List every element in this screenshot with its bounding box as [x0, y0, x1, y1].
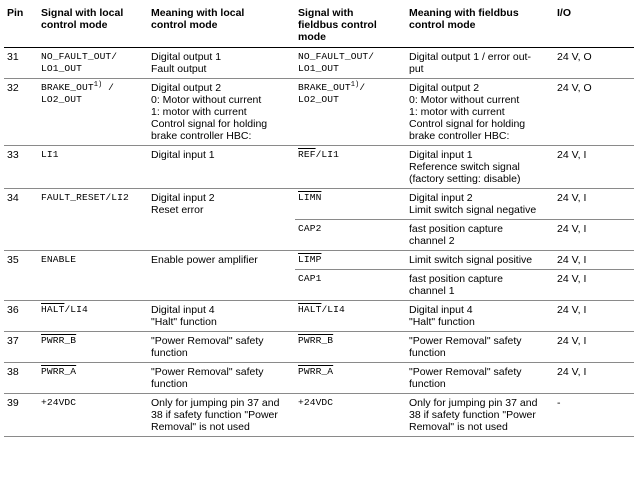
header-io: I/O: [554, 4, 634, 48]
signal-text-overlined: PWRR_A: [41, 366, 77, 377]
pin-cell: 35: [4, 251, 38, 301]
header-local-signal: Signal with local control mode: [38, 4, 148, 48]
local-meaning-cell: Digital input 1: [148, 146, 295, 189]
local-meaning-cell: Enable power amplifier: [148, 251, 295, 301]
pin-cell: 36: [4, 301, 38, 332]
signal-text-overlined: PWRR_A: [298, 366, 334, 377]
signal-text: BRAKE_OUT: [41, 82, 94, 93]
fieldbus-meaning-cell: fast position capture channel 2: [406, 220, 554, 251]
fieldbus-signal-cell: [295, 146, 406, 189]
pin-cell: 33: [4, 146, 38, 189]
local-meaning-cell: "Power Removal" safety function: [148, 363, 295, 394]
local-meaning-cell: Digital output 2 0: Motor without current 1: motor with current Control signal for holding brake controller HBC:: [148, 79, 295, 146]
local-signal-cell: [38, 332, 148, 363]
table-row: [4, 332, 634, 363]
fieldbus-meaning-cell: Digital output 1 / error out- put: [406, 48, 554, 79]
fieldbus-meaning-cell: "Power Removal" safety function: [406, 363, 554, 394]
table-row: [4, 48, 634, 79]
local-signal-cell: NO_FAULT_OUT/ LO1_OUT: [38, 48, 148, 79]
signal-text: /LI4: [64, 304, 88, 315]
local-signal-cell: [38, 301, 148, 332]
io-cell: 24 V, I: [554, 189, 634, 220]
footnote-mark: 1): [93, 80, 103, 89]
fieldbus-signal-cell: [295, 189, 406, 220]
local-signal-cell: [38, 79, 148, 146]
fieldbus-meaning-cell: Digital input 4 "Halt" function: [406, 301, 554, 332]
signal-text: / LO2_OUT: [41, 82, 115, 105]
pin-cell: 34: [4, 189, 38, 251]
local-meaning-cell: Digital output 1 Fault output: [148, 48, 295, 79]
table-row: [4, 251, 634, 270]
io-cell: 24 V, O: [554, 48, 634, 79]
io-cell: 24 V, O: [554, 79, 634, 146]
footnote-mark: 1): [350, 80, 360, 89]
fieldbus-signal-cell: [295, 332, 406, 363]
fieldbus-meaning-cell: Digital output 2 0: Motor without current 1: motor with current Control signal for holding brake controller HBC:: [406, 79, 554, 146]
header-fieldbus-meaning: Meaning with fieldbus control mode: [406, 4, 554, 48]
fieldbus-signal-cell: [295, 363, 406, 394]
signal-text: BRAKE_OUT: [298, 82, 351, 93]
pin-cell: 39: [4, 394, 38, 437]
table-row: [4, 146, 634, 189]
local-meaning-cell: Only for jumping pin 37 and 38 if safety function "Power Removal" is not used: [148, 394, 295, 437]
io-cell: 24 V, I: [554, 301, 634, 332]
io-cell: -: [554, 394, 634, 437]
fieldbus-signal-cell: [295, 251, 406, 270]
header-fieldbus-signal: Signal with fieldbus control mode: [295, 4, 406, 48]
table-header-row: [4, 4, 634, 48]
fieldbus-meaning-cell: Digital input 1 Reference switch signal (factory setting: disable): [406, 146, 554, 189]
table-row: [4, 301, 634, 332]
fieldbus-signal-cell: CAP2: [295, 220, 406, 251]
header-pin: Pin: [4, 4, 38, 48]
table-row: [4, 79, 634, 146]
local-meaning-cell: Digital input 4 "Halt" function: [148, 301, 295, 332]
local-signal-cell: FAULT_RESET/LI2: [38, 189, 148, 251]
signal-pin-table: [4, 4, 634, 437]
signal-text-overlined: HALT: [41, 304, 65, 315]
signal-text-overlined: $\overline{REF}$: [298, 149, 316, 160]
signal-text-overlined: LIMN: [298, 192, 322, 203]
local-signal-cell: LI1: [38, 146, 148, 189]
io-cell: 24 V, I: [554, 332, 634, 363]
local-meaning-cell: Digital input 2 Reset error: [148, 189, 295, 251]
fieldbus-meaning-cell: Digital input 2 Limit switch signal negative: [406, 189, 554, 220]
pin-cell: 38: [4, 363, 38, 394]
local-signal-cell: ENABLE: [38, 251, 148, 301]
pin-cell: 31: [4, 48, 38, 79]
header-local-meaning: Meaning with local control mode: [148, 4, 295, 48]
fieldbus-meaning-cell: "Power Removal" safety function: [406, 332, 554, 363]
fieldbus-meaning-cell: Limit switch signal positive: [406, 251, 554, 270]
fieldbus-signal-cell: NO_FAULT_OUT/ LO1_OUT: [295, 48, 406, 79]
io-cell: 24 V, I: [554, 220, 634, 251]
io-cell: 24 V, I: [554, 270, 634, 301]
fieldbus-meaning-cell: fast position capture channel 1: [406, 270, 554, 301]
pin-cell: 32: [4, 79, 38, 146]
io-cell: 24 V, I: [554, 146, 634, 189]
table-row: [4, 363, 634, 394]
signal-text-overlined: HALT: [298, 304, 322, 315]
local-meaning-cell: "Power Removal" safety function: [148, 332, 295, 363]
signal-text: / LO2_OUT: [298, 82, 366, 105]
local-signal-cell: +24VDC: [38, 394, 148, 437]
io-cell: 24 V, I: [554, 363, 634, 394]
local-signal-cell: [38, 363, 148, 394]
table-row: [4, 394, 634, 437]
fieldbus-signal-cell: +24VDC: [295, 394, 406, 437]
io-cell: 24 V, I: [554, 251, 634, 270]
signal-text: /LI1: [315, 149, 340, 160]
pin-cell: 37: [4, 332, 38, 363]
signal-text-overlined: PWRR_B: [41, 335, 77, 346]
signal-text-overlined: PWRR_B: [298, 335, 334, 346]
signal-text: /LI4: [321, 304, 345, 315]
table-row: [4, 189, 634, 220]
signal-text-overlined: LIMP: [298, 254, 322, 265]
fieldbus-signal-cell: [295, 301, 406, 332]
fieldbus-signal-cell: [295, 79, 406, 146]
fieldbus-signal-cell: CAP1: [295, 270, 406, 301]
fieldbus-meaning-cell: Only for jumping pin 37 and 38 if safety function "Power Removal" is not used: [406, 394, 554, 437]
